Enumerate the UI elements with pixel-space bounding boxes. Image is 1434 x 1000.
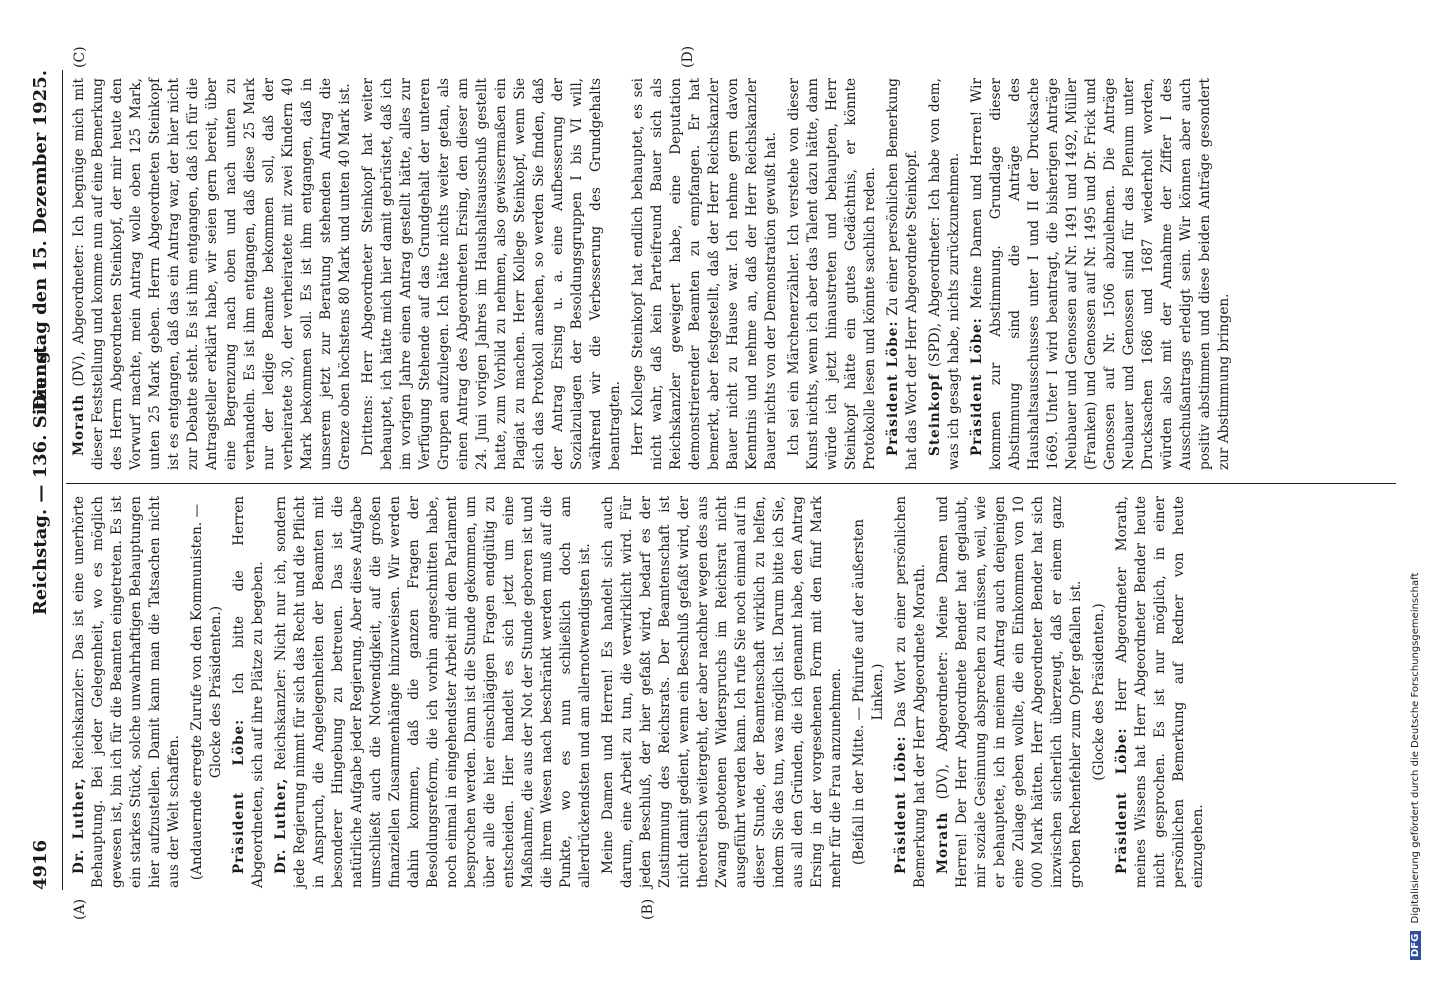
speech-paragraph: [70, 78, 355, 470]
margin-mark-c: (C): [72, 46, 88, 68]
speech-paragraph: [230, 496, 268, 888]
speech-paragraph: [926, 78, 964, 470]
paragraph-text: Herr Abgeordneter Morath, meines Wissens hat Herr Abgeordneter Bender heute nicht gesprochen. Es ist nur möglich, in einer persönlichen Bemerkung auf Redner von heute einzugehen.: [1114, 496, 1206, 888]
speaker-name: Morath: [71, 393, 87, 456]
speech-paragraph: [1113, 496, 1208, 888]
paragraph-text: Meine Damen und Herren! Wir kommen zur Abstimmung. Grundlage dieser Abstimmung sind die Anträge des Haushaltsausschusses unter I und II der Drucksache 1669. Unter I wird beantragt, die bisherigen Anträge Neubauer und Genossen auf Nr. 1491 und 1492, Müller (Franken) und Genossen auf Nr. 1495 und Dr. Frick und Genossen auf Nr. 1506 abzulehnen. Die Anträge Neubauer und Genossen sind für das Plenum unter Drucksachen 1686 und 1687 wiederholt worden, würden also mit der Annahme der Ziffer I des Ausschußantrags erledigt sein. Wir können aber auch positiv abstimmen und diese beiden Anträge gesondert zur Abstimmung bringen.: [969, 77, 1232, 470]
speaker-name: Dr. Luther,: [273, 777, 289, 874]
speaker-name: Präsident Löbe:: [893, 735, 909, 874]
footer-credit: [1410, 40, 1421, 960]
paragraph-text: (Glocke des Präsidenten.): [1091, 603, 1107, 781]
paragraph-text: (Beifall in der Mitte. — Pfuirufe auf der äußersten Linken.): [851, 518, 886, 866]
speaker-name: Dr. Luther,: [71, 777, 87, 874]
speech-paragraph: [884, 78, 922, 470]
speaker-name: Präsident Löbe:: [885, 320, 901, 456]
paragraph-text: (Andauernde erregte Zurufe von den Kommunisten. — Glocke des Präsidenten.): [189, 503, 224, 881]
stage-direction: [850, 496, 888, 888]
paragraph-text: Reichskanzler: Das ist eine unerhörte Behauptung. Bei jeder Gelegenheit, wo es möglich gewesen ist, bin ich für die Beamten eingetreten. Es ist ein starkes Stück, solche unwahrhaftigen Behauptungen hier aufzustellen. Damit kann man die Tatsachen nicht aus der Welt schaffen.: [71, 495, 182, 888]
paragraph-text: (DV), Abgeordneter: Ich begnüge mich mit dieser Feststellung und komme nun auf eine Bemerkung des Herrn Abgeordneten Steinkopf, der mir heute den Vorwurf machte, mein Antrag wolle oben 125 Mark, unten 25 Mark geben. Herrn Abgeordneten Steinkopf ist es entgangen, daß das ein Antrag war, der hier nicht zur Debatte steht. Es ist ihm entgangen, daß ich für die Antragsteller erklärt habe, wir seien gern bereit, über eine Begrenzung nach oben und nach unten zu verhandeln. Es ist ihm entgangen, daß diese 25 Mark nur der ledige Beamte bekommen soll, daß der verheiratete 30, der verheiratete mit zwei Kindern 40 Mark bekommen soll. Es ist ihm entgangen, daß in unserem jetzt zur Beratung stehenden Antrag die Grenze oben höchstens 80 Mark und unten 40 Mark ist.: [71, 78, 353, 470]
speaker-name: Morath: [935, 811, 951, 874]
page-header: [30, 70, 56, 890]
speech-paragraph: [272, 496, 595, 888]
footer-text: Digitalisierung gefördert durch die Deutsche Forschungsgemeinschaft: [1410, 572, 1421, 924]
margin-mark-d: (D): [680, 45, 696, 68]
speaker-name: Präsident Löbe:: [1114, 727, 1130, 874]
speaker-name: Präsident Löbe:: [969, 317, 985, 456]
speech-paragraph: [892, 496, 930, 888]
paragraph-text: Drittens: Herr Abgeordneter Steinkopf hat weiter behauptet, ich hätte mich hier damit gebrüstet, daß ich im vorigen Jahre einen Antrag gestellt hätte, alles zur Verfügung Stehende auf das Grundgehalt der unteren Gruppen aufzulegen. Ich hätte nichts weiter getan, als einen Antrag des Abgeordneten Ersing, den dieser am 24. Juni vorigen Jahres im Haushaltsausschuß gestellt hatte, zum Vorbild zu nehmen, also gewissermaßen ein Plagiat zu machen. Herr Kollege Steinkopf, wenn Sie sich das Protokoll ansehen, so werden Sie finden, daß der Antrag Ersing u. a. eine Aufbesserung der Sozialzulagen der Besoldungsgruppen I bis VI will, während wir die Verbesserung des Grundgehalts beantragten.: [360, 78, 623, 470]
stage-direction: [1090, 496, 1109, 888]
column-divider: [66, 483, 1396, 484]
margin-mark-a: (A): [72, 898, 88, 920]
speaker-name: Steinkopf: [927, 373, 943, 456]
right-column: [70, 78, 1238, 470]
stage-direction: [188, 496, 226, 888]
header-rule: [62, 70, 63, 890]
paragraph-text: Das Wort zu einer persönlichen Bemerkung hat der Herr Abgeordnete Morath.: [893, 496, 928, 888]
speaker-name: Präsident Löbe:: [231, 718, 247, 874]
paragraph-text: Meine Damen und Herren! Es handelt sich auch darum, eine Arbeit zu tun, die verwirklicht wird. Für jeden Beschluß, der hier gefaßt wird, bedarf es der Zustimmung des Reichsrats. Der Beamtenschaft ist nicht damit gedient, wenn ein Beschluß gefaßt wird, der theoretisch weitergeht, der aber nachher wegen des aus Zwang gebotenen Widerspruchs im Reichsrat nicht ausgeführt werden kann. Ich rufe Sie noch einmal auf in dieser Stunde, der Beamtenschaft wirklich zu helfen, indem Sie das tun, was möglich ist. Darum bitte ich Sie, aus all den Gründen, die ich genannt habe, den Antrag Ersing in der vorgesehenen Form mit den fünf Mark mehr für die Frau anzunehmen.: [600, 496, 844, 888]
paragraph-text: Ich sei ein Märchenerzähler. Ich verstehe von dieser Kunst nichts, wenn ich aber das Talent dazu hätte, dann würde ich jetzt hinaustreten und behaupten, Herr Steinkopf hätte ein gutes Gedächtnis, er könnte Protokolle lesen und könnte sachlich reden.: [786, 78, 878, 470]
paragraph-text: (SPD), Abgeordneter: Ich habe von dem, was ich gesagt habe, nichts zurückzunehmen.: [927, 78, 962, 470]
speech-paragraph: [70, 496, 184, 888]
speech-paragraph: [359, 78, 625, 470]
paragraph-text: Ich bitte die Herren Abgeordneten, sich auf ihre Plätze zu begeben.: [231, 496, 266, 888]
left-column: [70, 496, 1212, 888]
speech-paragraph: [629, 78, 781, 470]
dfg-logo: DFG: [1410, 931, 1421, 960]
page-number: 4916: [30, 839, 51, 890]
speech-paragraph: [599, 496, 846, 888]
margin-mark-b: (B): [640, 898, 656, 920]
paragraph-text: Reichskanzler: Nicht nur ich, sondern jede Regierung nimmt für sich das Recht und die Pflicht in Anspruch, die Angelegenheiten der Beamten mit besonderer Hingebung zu betreuen. Das ist die natürliche Aufgabe jeder Regierung. Aber diese Aufgabe umschließt auch die Notwendigkeit, auf die großen finanziellen Zusammenhänge hinzuweisen. Wir werden dahin kommen, daß die ganzen Fragen der Besoldungsreform, die ich vorhin angeschnitten habe, noch einmal in eingehendster Arbeit mit dem Parlament besprochen werden. Dann ist die Stunde gekommen, um über alle die hier einschlägigen Fragen endgültig zu entscheiden. Hier handelt es sich jetzt um eine Maßnahme, die aus der Not der Stunde geboren ist und die ihrem Wesen nach beschränkt werden muß auf die Punkte, wo es nun schließlich doch am allerdrückendsten und am allernotwendigsten ist.: [273, 495, 593, 888]
speech-paragraph: [968, 78, 1234, 470]
page-title: Reichstag. — 136. Sitzung.: [30, 344, 51, 616]
session-date: Dienstag den 15. Dezember 1925.: [30, 70, 51, 411]
paragraph-text: (DV), Abgeordneter: Meine Damen und Herren! Der Herr Abgeordnete Bender hat geglaubt, mir soziale Gesinnung absprechen zu müssen, weil, wie er behauptete, ich in meinem Antrag auch denjenigen eine Zulage geben wollte, die ein Einkommen von 10 000 Mark hätten. Herr Abgeordneter Bender hat sich inzwischen sicherlich überzeugt, daß er einem ganz groben Rechenfehler zum Opfer gefallen ist.: [935, 496, 1084, 888]
paragraph-text: Zu einer persönlichen Bemerkung hat das Wort der Herr Abgeordnete Steinkopf.: [885, 78, 920, 470]
speech-paragraph: [934, 496, 1086, 888]
speech-paragraph: [785, 78, 880, 470]
paragraph-text: Herr Kollege Steinkopf hat endlich behauptet, es sei nicht wahr, daß kein Parteifreund Bauer sich als Reichskanzler geweigert habe, eine Deputation demonstrierender Beamten zu empfangen. Er hat bemerkt, aber festgestellt, daß der Herr Reichskanzler Bauer nicht zu Hause war. Ich nehme gern davon Kenntnis und nehme an, daß der Herr Reichskanzler Bauer nichts von der Demonstration gewußt hat.: [630, 78, 779, 470]
